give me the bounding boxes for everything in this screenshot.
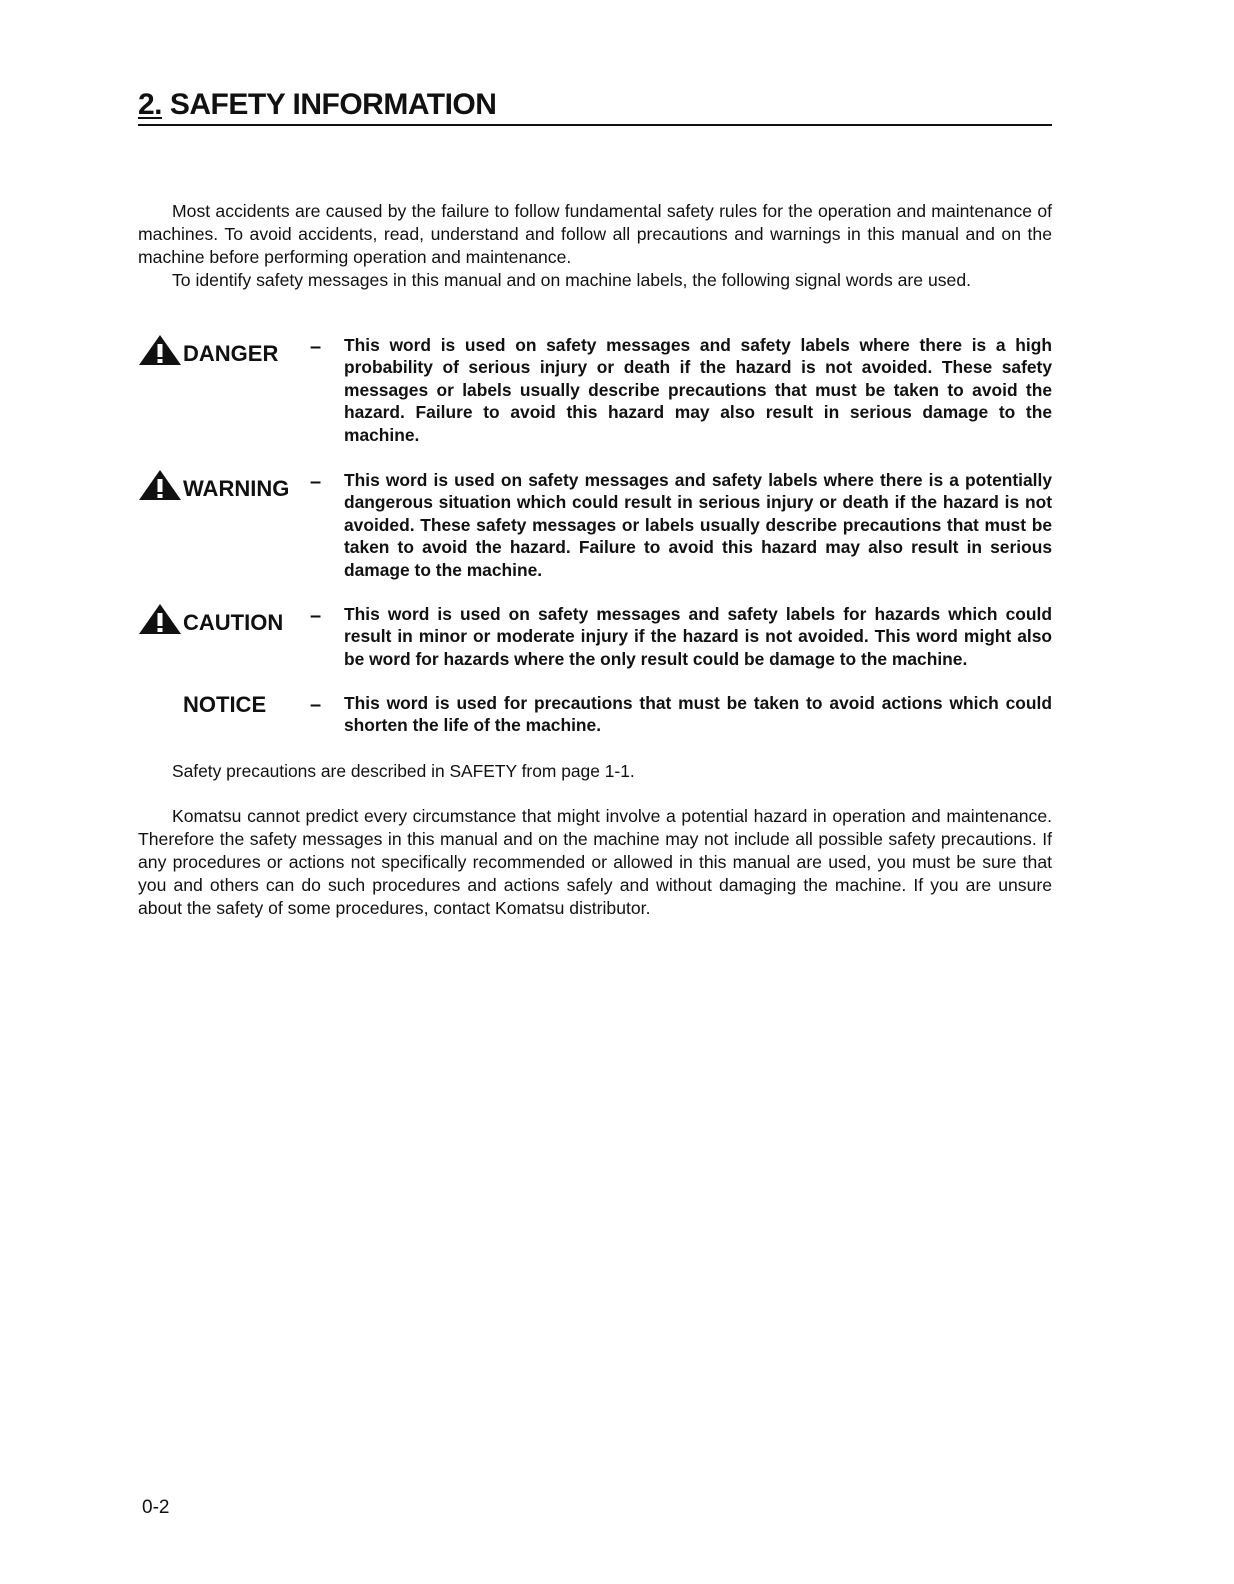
caution-label-text: CAUTION xyxy=(183,610,284,635)
page-title-rule xyxy=(138,86,1052,126)
notice-dash: – xyxy=(310,694,322,716)
warning-description: This word is used on safety messages and safety labels where there is a potentially dangerous situation which could result in serious injury or death if the hazard is not avoided. These safety messages or labels usually describe precautions that must be taken to avoid the hazard. Failure to avoid this hazard may also result in serious damage to the machine. xyxy=(344,470,1052,580)
section-title: SAFETY INFORMATION xyxy=(169,88,497,121)
intro-signal-words-paragraph: To identify safety messages in this manual and on machine labels, the following signal words are used. xyxy=(172,270,972,290)
danger-dash: – xyxy=(310,336,322,358)
caution-dash: – xyxy=(310,605,322,627)
warning-triangle-icon xyxy=(138,603,182,635)
danger-description: This word is used on safety messages and safety labels where there is a high probability of serious injury or death if the hazard is not avoided. These safety messages or labels usually describe precautions that must be taken to avoid the hazard. Failure to avoid this hazard may also result in serious damage to the machine. xyxy=(344,335,1052,445)
safety-reference-note: Safety precautions are described in SAFETY from page 1-1. xyxy=(172,761,635,781)
intro-paragraph: Most accidents are caused by the failure to follow fundamental safety rules for the operation and maintenance of machines. To avoid accidents, read, understand and follow all precautions and warnings in this manual and on the machine before performing operation and maintenance. xyxy=(138,201,1052,267)
warning-label-text: WARNING xyxy=(183,476,290,501)
caution-label xyxy=(138,603,283,636)
intro-section xyxy=(138,200,1052,292)
warning-label xyxy=(138,469,289,502)
page-title xyxy=(138,86,1052,124)
notice-description: This word is used for precautions that must be taken to avoid actions which could shorten the life of the machine. xyxy=(344,693,1052,736)
warning-triangle-icon xyxy=(138,334,182,366)
caution-description: This word is used on safety messages and safety labels for hazards which could result in minor or moderate injury if the hazard is not avoided. This word might also be word for hazards where the only result could be damage to the machine. xyxy=(344,604,1052,669)
danger-label-text: DANGER xyxy=(183,341,279,366)
page-number: 0-2 xyxy=(142,1497,170,1518)
closing-paragraph: Komatsu cannot predict every circumstance that might involve a potential hazard in operation and maintenance. Therefore the safety messages in this manual and on the machine may not include all possible safety precautions. If any procedures or actions not specifically recommended or allowed in this manual are used, you must be sure that you and others can do such procedures and actions safely and without damaging the machine. If you are unsure about the safety of some procedures, contact Komatsu distributor. xyxy=(138,806,1052,918)
danger-label xyxy=(138,334,278,367)
warning-dash: – xyxy=(310,471,322,493)
warning-triangle-icon xyxy=(138,469,182,501)
section-number: 2. xyxy=(138,88,163,121)
notice-label-text: NOTICE xyxy=(183,692,267,717)
notice-label xyxy=(183,692,266,718)
